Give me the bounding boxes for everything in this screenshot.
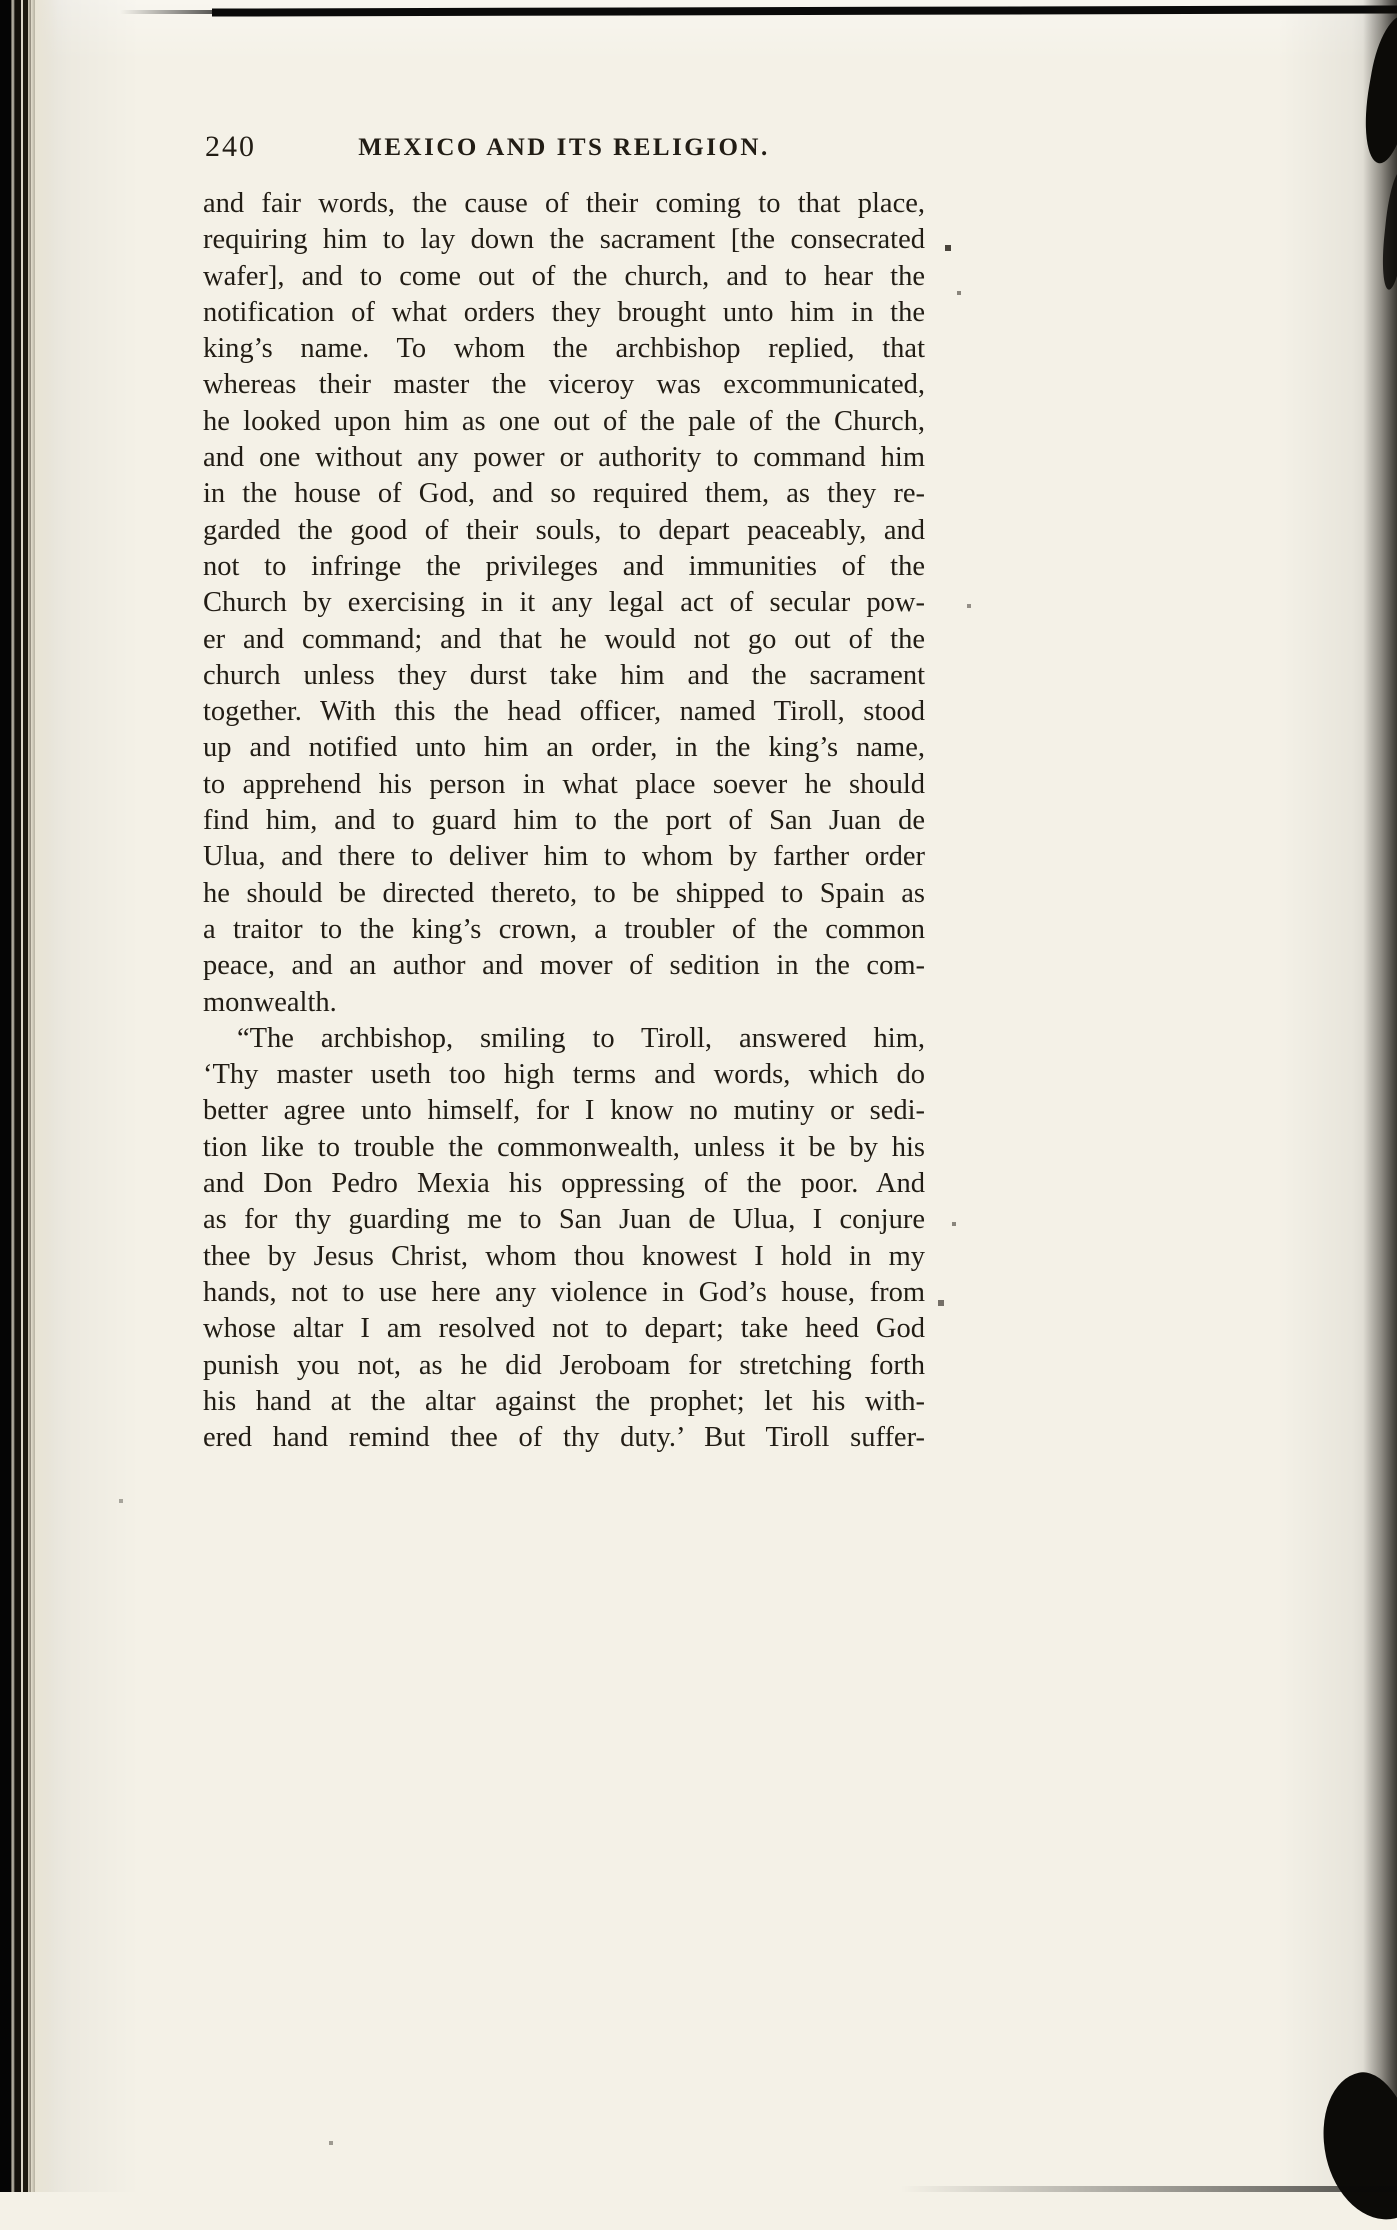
text-line: hands, not to use here any violence in God’s house, from (203, 1276, 925, 1308)
binding-edge-artifact (0, 0, 58, 2192)
paragraph-2 (203, 1021, 925, 1457)
scan-right-shadow (1363, 0, 1397, 2192)
text-line: whose altar I am resolved not to depart; take heed God (203, 1313, 925, 1345)
text-line: up and notified unto him an order, in the king’s name, (203, 732, 925, 764)
text-line: and fair words, the cause of their coming to that place, (203, 188, 925, 219)
text-line: requiring him to lay down the sacrament [the consecrated (203, 224, 925, 256)
text-line: better agree unto himself, for I know no mutiny or sedi- (203, 1095, 925, 1127)
text-line: thee by Jesus Christ, whom thou knowest I hold in my (203, 1240, 925, 1272)
text-line: Ulua, and there to deliver him to whom by farther order (203, 841, 925, 873)
text-line: and one without any power or authority to command him (203, 442, 925, 474)
text-line: “The archbishop, smiling to Tiroll, answered him, (237, 1022, 925, 1054)
text-line: a traitor to the king’s crown, a troubler of the common (203, 913, 925, 945)
text-line: church unless they durst take him and the sacrament (203, 659, 925, 691)
text-line: and Don Pedro Mexia his oppressing of the poor. And (203, 1168, 925, 1200)
text-line: he should be directed thereto, to be shipped to Spain as (203, 877, 925, 909)
text-line: in the house of God, and so required them, as they re- (203, 478, 925, 510)
text-line: whereas their master the viceroy was excommunicated, (203, 369, 925, 401)
running-title: MEXICO AND ITS RELIGION. (358, 134, 770, 161)
text-line: Church by exercising in it any legal act of secular pow- (203, 587, 925, 619)
text-line: ered hand remind thee of thy duty.’ But Tiroll suffer- (203, 1422, 925, 1454)
text-line: together. With this the head officer, named Tiroll, stood (203, 696, 925, 728)
text-line: as for thy guarding me to San Juan de Ulua, I conjure (203, 1204, 925, 1236)
text-line: he looked upon him as one out of the pale of the Church, (203, 405, 925, 437)
text-line: peace, and an author and mover of sedition in the com- (203, 950, 925, 982)
text-column (203, 128, 925, 1456)
text-line: garded the good of their souls, to depart peaceably, and (203, 514, 925, 546)
text-line: to apprehend his person in what place soever he should (203, 768, 925, 800)
text-line: his hand at the altar against the prophet; let his with- (203, 1385, 925, 1417)
scan-bottom-edge-shadow (900, 2186, 1397, 2192)
paragraph-1 (203, 186, 925, 1021)
scan-top-edge-line (212, 5, 1397, 16)
text-line: tion like to trouble the commonwealth, unless it be by his (203, 1131, 925, 1163)
text-line: monwealth. (203, 986, 337, 1018)
page-number: 240 (205, 130, 256, 163)
text-line: ‘Thy master useth too high terms and words, which do (203, 1059, 925, 1091)
scan-corner-artifact-bottom-right (1310, 2064, 1397, 2229)
text-line: king’s name. To whom the archbishop replied, that (203, 333, 925, 365)
page-header (203, 128, 925, 168)
text-line: not to infringe the privileges and immunities of the (203, 550, 925, 582)
text-line: punish you not, as he did Jeroboam for stretching forth (203, 1349, 925, 1381)
text-line: wafer], and to come out of the church, and to hear the (203, 260, 925, 292)
text-line: er and command; and that he would not go out of the (203, 623, 925, 655)
text-line: find him, and to guard him to the port of San Juan de (203, 805, 925, 837)
text-line: notification of what orders they brought unto him in the (203, 296, 925, 328)
scan-speck-artifacts (0, 0, 2, 2)
